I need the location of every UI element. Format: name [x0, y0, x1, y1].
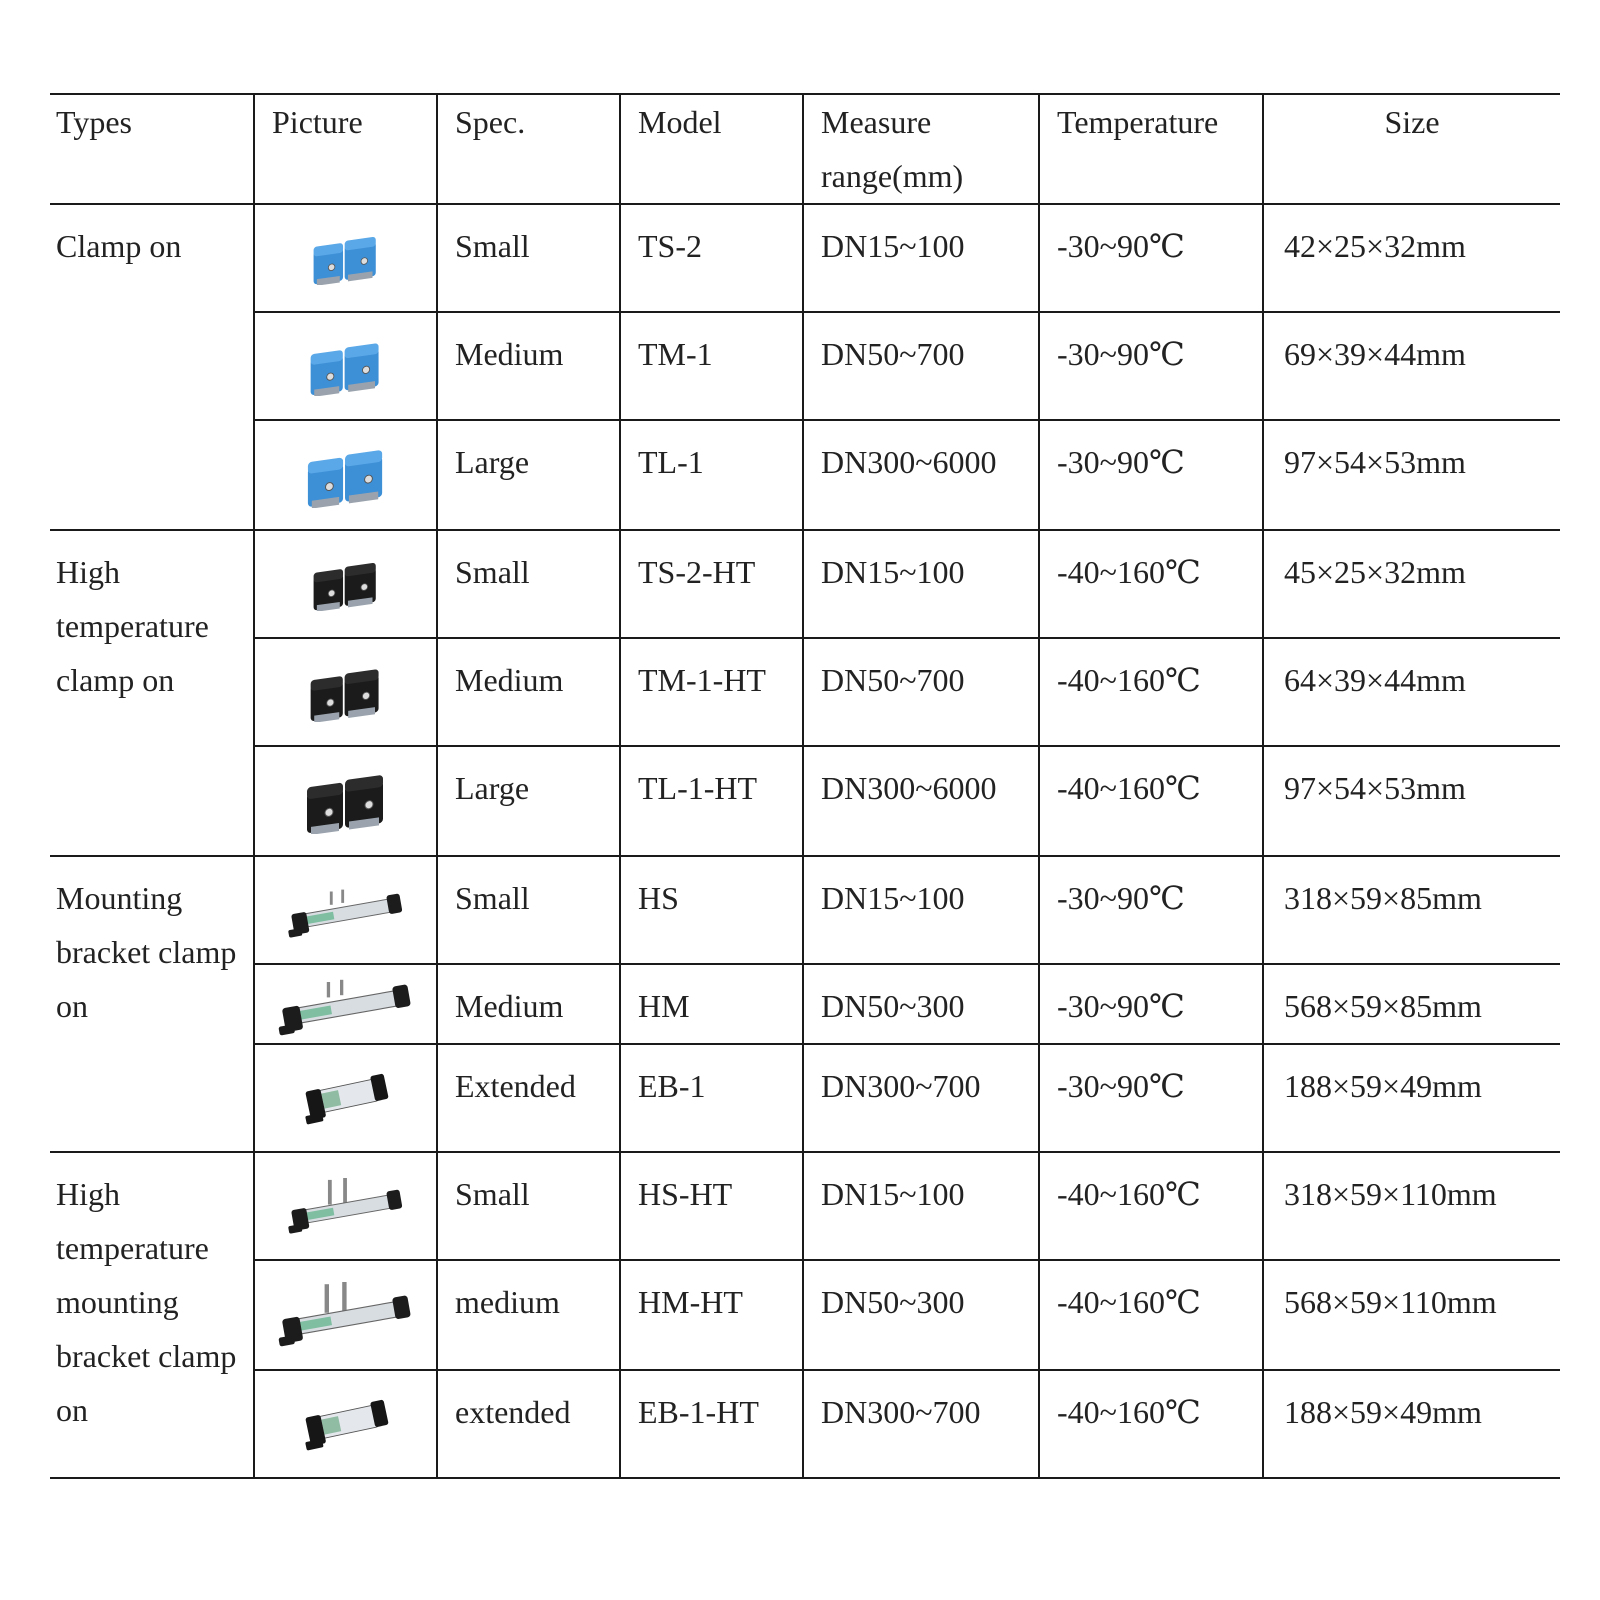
- size-cell: 97×54×53mm: [1263, 746, 1560, 856]
- measure-range-cell: DN50~700: [803, 638, 1039, 746]
- table-row: [50, 856, 1560, 964]
- spec-cell: Small: [437, 1152, 620, 1260]
- spec-cell: extended: [437, 1370, 620, 1478]
- spec-cell: Large: [437, 420, 620, 530]
- picture-cell: [254, 1260, 437, 1370]
- type-cell: High temperature mounting bracket clamp on: [50, 1152, 254, 1478]
- measure-range-cell: DN50~700: [803, 312, 1039, 420]
- spec-cell: Small: [437, 856, 620, 964]
- header-measure-line2: range(mm): [821, 158, 964, 194]
- temperature-cell: -30~90℃: [1039, 204, 1263, 312]
- header-temperature: Temperature: [1039, 94, 1263, 204]
- ht-mounting-bracket-icon: [255, 1394, 436, 1454]
- temperature-cell: -40~160℃: [1039, 746, 1263, 856]
- measure-range-cell: DN15~100: [803, 204, 1039, 312]
- spec-cell: medium: [437, 1260, 620, 1370]
- size-cell: 188×59×49mm: [1263, 1044, 1560, 1152]
- model-cell: TM-1: [620, 312, 803, 420]
- mounting-bracket-icon: [255, 882, 436, 939]
- spec-cell: Small: [437, 204, 620, 312]
- model-cell: TM-1-HT: [620, 638, 803, 746]
- picture-cell: [254, 964, 437, 1044]
- model-cell: HM: [620, 964, 803, 1044]
- measure-range-cell: DN50~300: [803, 964, 1039, 1044]
- table-row: [50, 638, 1560, 746]
- model-cell: HS-HT: [620, 1152, 803, 1260]
- picture-cell: [254, 312, 437, 420]
- size-cell: 318×59×110mm: [1263, 1152, 1560, 1260]
- temperature-cell: -30~90℃: [1039, 856, 1263, 964]
- header-types: Types: [50, 94, 254, 204]
- black-clamp-transducer-icon: [255, 768, 436, 834]
- type-cell: Clamp on: [50, 204, 254, 530]
- model-cell: TS-2: [620, 204, 803, 312]
- header-model: Model: [620, 94, 803, 204]
- temperature-cell: -40~160℃: [1039, 1152, 1263, 1260]
- table-row: [50, 530, 1560, 638]
- table-row: [50, 746, 1560, 856]
- temperature-cell: -40~160℃: [1039, 1260, 1263, 1370]
- picture-cell: [254, 420, 437, 530]
- table-row: [50, 420, 1560, 530]
- table-row: [50, 964, 1560, 1044]
- picture-cell: [254, 530, 437, 638]
- temperature-cell: -30~90℃: [1039, 964, 1263, 1044]
- blue-clamp-transducer-icon: [255, 443, 436, 508]
- picture-cell: [254, 856, 437, 964]
- header-spec: Spec.: [437, 94, 620, 204]
- measure-range-cell: DN300~700: [803, 1370, 1039, 1478]
- measure-range-cell: DN15~100: [803, 856, 1039, 964]
- temperature-cell: -30~90℃: [1039, 420, 1263, 530]
- ht-mounting-bracket-icon: [255, 1282, 436, 1348]
- temperature-cell: -40~160℃: [1039, 638, 1263, 746]
- model-cell: TL-1-HT: [620, 746, 803, 856]
- size-cell: 568×59×85mm: [1263, 964, 1560, 1044]
- type-cell: Mounting bracket clamp on: [50, 856, 254, 1152]
- model-cell: EB-1: [620, 1044, 803, 1152]
- size-cell: 69×39×44mm: [1263, 312, 1560, 420]
- temperature-cell: -40~160℃: [1039, 1370, 1263, 1478]
- picture-cell: [254, 1044, 437, 1152]
- type-cell: High temperature clamp on: [50, 530, 254, 856]
- measure-range-cell: DN15~100: [803, 1152, 1039, 1260]
- size-cell: 45×25×32mm: [1263, 530, 1560, 638]
- measure-range-cell: DN15~100: [803, 530, 1039, 638]
- spec-cell: Extended: [437, 1044, 620, 1152]
- size-cell: 568×59×110mm: [1263, 1260, 1560, 1370]
- measure-range-cell: DN300~6000: [803, 746, 1039, 856]
- mounting-bracket-icon: [255, 971, 436, 1037]
- table-row: [50, 312, 1560, 420]
- blue-clamp-transducer-icon: [255, 231, 436, 285]
- measure-range-cell: DN300~6000: [803, 420, 1039, 530]
- header-measure-range: [803, 94, 1039, 204]
- table-row: [50, 1152, 1560, 1260]
- picture-cell: [254, 638, 437, 746]
- header-measure-line1: Measure: [821, 104, 932, 140]
- model-cell: EB-1-HT: [620, 1370, 803, 1478]
- spec-cell: Large: [437, 746, 620, 856]
- temperature-cell: -30~90℃: [1039, 1044, 1263, 1152]
- spec-cell: Small: [437, 530, 620, 638]
- spec-cell: Medium: [437, 964, 620, 1044]
- table-row: [50, 204, 1560, 312]
- mounting-bracket-icon: [255, 1068, 436, 1128]
- spec-cell: Medium: [437, 638, 620, 746]
- spec-cell: Medium: [437, 312, 620, 420]
- picture-cell: [254, 204, 437, 312]
- black-clamp-transducer-icon: [255, 557, 436, 611]
- header-row: [50, 94, 1560, 204]
- table-row: [50, 1044, 1560, 1152]
- model-cell: TS-2-HT: [620, 530, 803, 638]
- table-row: [50, 1370, 1560, 1478]
- temperature-cell: -30~90℃: [1039, 312, 1263, 420]
- temperature-cell: -40~160℃: [1039, 530, 1263, 638]
- black-clamp-transducer-icon: [255, 663, 436, 722]
- product-spec-table: [50, 93, 1560, 1479]
- size-cell: 188×59×49mm: [1263, 1370, 1560, 1478]
- header-size: Size: [1263, 94, 1560, 204]
- measure-range-cell: DN300~700: [803, 1044, 1039, 1152]
- picture-cell: [254, 1370, 437, 1478]
- ht-mounting-bracket-icon: [255, 1178, 436, 1235]
- model-cell: HM-HT: [620, 1260, 803, 1370]
- size-cell: 42×25×32mm: [1263, 204, 1560, 312]
- size-cell: 318×59×85mm: [1263, 856, 1560, 964]
- size-cell: 64×39×44mm: [1263, 638, 1560, 746]
- picture-cell: [254, 1152, 437, 1260]
- header-picture: Picture: [254, 94, 437, 204]
- table-row: [50, 1260, 1560, 1370]
- model-cell: HS: [620, 856, 803, 964]
- model-cell: TL-1: [620, 420, 803, 530]
- blue-clamp-transducer-icon: [255, 337, 436, 396]
- picture-cell: [254, 746, 437, 856]
- measure-range-cell: DN50~300: [803, 1260, 1039, 1370]
- size-cell: 97×54×53mm: [1263, 420, 1560, 530]
- table-body: [50, 204, 1560, 1478]
